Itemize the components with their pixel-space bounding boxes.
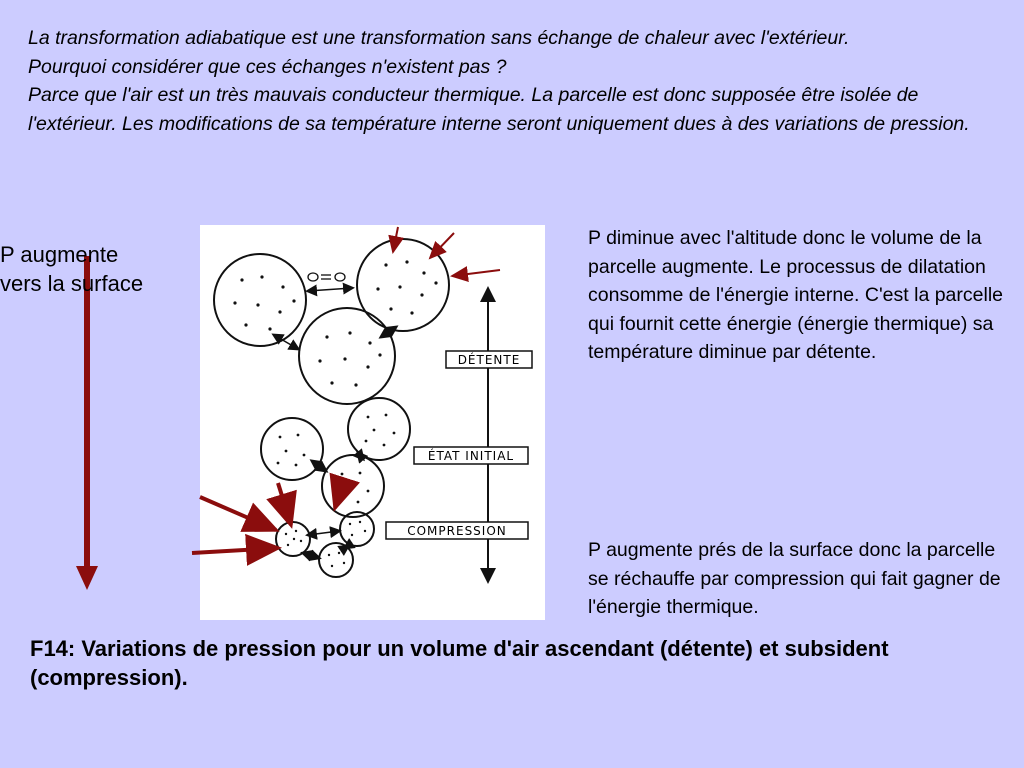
intro-text <box>28 24 1003 138</box>
parcel-initial-bottom <box>322 455 384 517</box>
intro-line-2: Pourquoi considérer que ces échanges n'existent pas ? <box>28 55 507 78</box>
diagram-panel <box>200 225 545 620</box>
compression-note: P augmente prés de la surface donc la parcelle se réchauffe par compression qui fait gagner de l'énergie thermique. <box>588 539 1001 618</box>
label-etat-initial <box>414 447 528 464</box>
label-etat-initial-text: ÉTAT INITIAL <box>427 449 515 463</box>
figure-caption: F14: Variations de pression pour un volume d'air ascendant (détente) et subsident (compression). <box>30 636 889 690</box>
parcel-initial-left <box>261 418 323 480</box>
label-detente <box>446 351 532 368</box>
intro-line-1: La transformation adiabatique est une transformation sans échange de chaleur avec l'extérieur. <box>28 27 850 49</box>
small-parcel-sketch-icon <box>308 273 345 281</box>
double-arrows <box>274 288 396 558</box>
intro-line-3: Parce que l'air est un très mauvais conducteur thermique. La parcelle est donc supposée être isolée de l'extérieur. Les modifications de sa température interne seront uniquement dues à des variations de pression. <box>28 84 970 135</box>
parcel-initial-right <box>348 398 410 460</box>
parcel-diagram <box>200 225 545 620</box>
parcel-expanded-left <box>214 254 306 346</box>
pressure-gradient-arrow <box>76 256 98 590</box>
parcel-expanded-top <box>357 239 449 331</box>
side-label-line-1: P augmente <box>0 242 119 267</box>
label-detente-text: DÉTENTE <box>457 353 521 367</box>
label-compression-text: COMPRESSION <box>407 524 507 538</box>
label-compression <box>386 522 528 539</box>
pressure-side-label <box>0 240 143 298</box>
parcel-compressed-bottom <box>319 543 353 577</box>
side-label-line-2: vers la surface <box>0 271 144 296</box>
expansion-note: P diminue avec l'altitude donc le volume de la parcelle augmente. Le processus de dilatation consomme de l'énergie interne. C'est la parcelle qui fournit cette énergie (énergie thermique) sa température diminue par détente. <box>588 227 1003 363</box>
